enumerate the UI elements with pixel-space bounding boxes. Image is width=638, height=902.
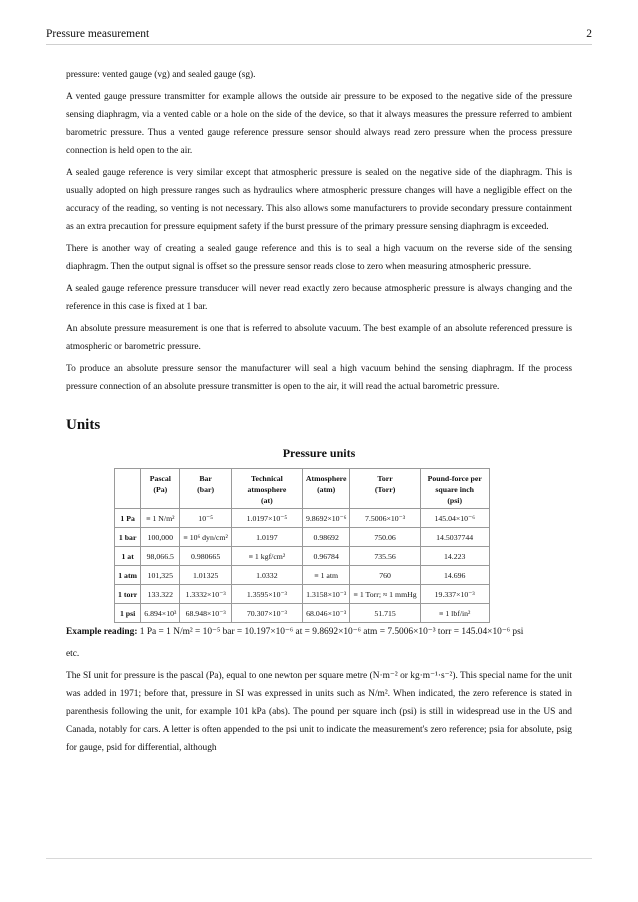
table-cell: 6.894×10³ bbox=[141, 604, 180, 623]
column-header bbox=[180, 469, 232, 509]
table-cell: 51.715 bbox=[350, 604, 420, 623]
paragraph: An absolute pressure measurement is one that is referred to absolute vacuum. The best example of an absolute referenced pressure is atmospheric or barometric pressure. bbox=[66, 324, 572, 352]
column-name: Technical atmosphere bbox=[247, 474, 287, 494]
table-cell: ≡ 1 atm bbox=[302, 566, 350, 585]
table-cell: ≡ 1 Torr; ≈ 1 mmHg bbox=[350, 585, 420, 604]
table-cell: 14.223 bbox=[420, 547, 489, 566]
column-name: Pound-force per square inch bbox=[427, 474, 482, 494]
example-etc: etc. bbox=[66, 649, 80, 659]
table-cell: 0.96784 bbox=[302, 547, 350, 566]
table-cell: 1.3158×10⁻³ bbox=[302, 585, 350, 604]
table-cell: 9.8692×10⁻⁶ bbox=[302, 509, 350, 528]
pressure-units-table bbox=[114, 468, 490, 623]
table-cell: 133.322 bbox=[141, 585, 180, 604]
table-row bbox=[115, 585, 490, 604]
table-header-row bbox=[115, 469, 490, 509]
paragraph: A sealed gauge reference is very similar except that atmospheric pressure is sealed on the negative side of the diaphragm. This is usually adopted on high pressure ranges such as hydraulics where atmospheric pressure changes will have a negligible effect on the accuracy of the reading, so venting is not necessary. This also allows some manufacturers to provide secondary pressure containment as an extra precaution for pressure equipment safety if the burst pressure of the primary pressure sensing diaphragm is exceeded. bbox=[66, 168, 572, 232]
column-header bbox=[420, 469, 489, 509]
page-number: 2 bbox=[586, 28, 592, 40]
row-label: 1 atm bbox=[115, 566, 141, 585]
column-abbr: (psi) bbox=[447, 496, 463, 505]
table-row bbox=[115, 604, 490, 623]
page-header bbox=[46, 28, 592, 45]
column-name: Torr bbox=[377, 474, 393, 483]
table-cell: 19.337×10⁻³ bbox=[420, 585, 489, 604]
column-name: Pascal bbox=[149, 474, 171, 483]
paragraph: A sealed gauge reference pressure transducer will never read exactly zero because atmospheric pressure is always changing and the reference in this case is fixed at 1 bar. bbox=[66, 284, 572, 312]
table-cell: 1.01325 bbox=[180, 566, 232, 585]
table-cell: 1.3332×10⁻³ bbox=[180, 585, 232, 604]
row-label: 1 torr bbox=[115, 585, 141, 604]
section-heading: Units bbox=[66, 417, 101, 433]
table-cell: ≡ 1 N/m² bbox=[141, 509, 180, 528]
table-row bbox=[115, 528, 490, 547]
table-cell: 0.98692 bbox=[302, 528, 350, 547]
table-cell: 1.0197×10⁻⁵ bbox=[231, 509, 302, 528]
table-cell: 70.307×10⁻³ bbox=[231, 604, 302, 623]
column-abbr: (bar) bbox=[197, 485, 215, 494]
page-footer-rule bbox=[46, 858, 592, 859]
table-cell: 735.56 bbox=[350, 547, 420, 566]
row-label: 1 at bbox=[115, 547, 141, 566]
table-cell: 1.3595×10⁻³ bbox=[231, 585, 302, 604]
table-row bbox=[115, 509, 490, 528]
row-label: 1 Pa bbox=[115, 509, 141, 528]
table-cell: 750.06 bbox=[350, 528, 420, 547]
table-cell: 1.0332 bbox=[231, 566, 302, 585]
column-name: Atmosphere bbox=[305, 474, 347, 483]
example-text: 1 Pa = 1 N/m² = 10⁻⁵ bar = 10.197×10⁻⁶ at = 9.8692×10⁻⁶ atm = 7.5006×10⁻³ torr = 145.04×10⁻⁶ psi bbox=[139, 627, 524, 637]
column-name: Bar bbox=[199, 474, 212, 483]
table-cell: 68.948×10⁻³ bbox=[180, 604, 232, 623]
table-cell: 0.980665 bbox=[180, 547, 232, 566]
table-cell: 98,066.5 bbox=[141, 547, 180, 566]
table-cell: 68.046×10⁻³ bbox=[302, 604, 350, 623]
example-label: Example reading: bbox=[66, 627, 138, 637]
example-reading bbox=[66, 623, 572, 641]
table-cell: 145.04×10⁻⁶ bbox=[420, 509, 489, 528]
row-label: 1 bar bbox=[115, 528, 141, 547]
column-abbr: (Pa) bbox=[153, 485, 168, 494]
column-abbr: (at) bbox=[261, 496, 273, 505]
column-header bbox=[350, 469, 420, 509]
running-title: Pressure measurement bbox=[46, 28, 150, 40]
table-cell: 760 bbox=[350, 566, 420, 585]
table-cell: 100,000 bbox=[141, 528, 180, 547]
table-row bbox=[115, 547, 490, 566]
column-abbr: (Torr) bbox=[374, 485, 396, 494]
column-header bbox=[302, 469, 350, 509]
row-label: 1 psi bbox=[115, 604, 141, 623]
table-cell: ≡ 10⁶ dyn/cm² bbox=[180, 528, 232, 547]
si-paragraph: The SI unit for pressure is the pascal (Pa), equal to one newton per square metre (N·m⁻² or kg·m⁻¹·s⁻²). This special name for the unit was added in 1971; before that, pressure in SI was expressed in units such as N/m². When indicated, the zero reference is stated in parenthesis following the unit, for example 101 kPa (abs). The pound per square inch (psi) is still in widespread use in the US and Canada, notably for cars. A letter is often appended to the psi unit to indicate the measurement's zero reference; psia for absolute, psig for gauge, psid for differential, although bbox=[66, 671, 572, 753]
table-cell: 14.5037744 bbox=[420, 528, 489, 547]
paragraph: To produce an absolute pressure sensor the manufacturer will seal a high vacuum behind the sensing diaphragm. If the process pressure connection of an absolute pressure transmitter is open to the air, it will read the actual barometric pressure. bbox=[66, 364, 572, 392]
table-caption: Pressure units bbox=[282, 446, 356, 460]
table-cell: 14.696 bbox=[420, 566, 489, 585]
table-row bbox=[115, 566, 490, 585]
paragraph: pressure: vented gauge (vg) and sealed gauge (sg). bbox=[66, 70, 256, 80]
paragraph: A vented gauge pressure transmitter for example allows the outside air pressure to be exposed to the negative side of the pressure sensing diaphragm, via a vented cable or a hole on the side of the device, so that it always measures the pressure referred to ambient barometric pressure. Thus a vented gauge reference pressure sensor should always read zero pressure when the process pressure connection is held open to the air. bbox=[66, 92, 572, 156]
table-cell: 1.0197 bbox=[231, 528, 302, 547]
column-header bbox=[231, 469, 302, 509]
column-abbr: (atm) bbox=[317, 485, 336, 494]
corner-cell bbox=[115, 469, 141, 509]
paragraph: There is another way of creating a sealed gauge reference and this is to seal a high vacuum on the reverse side of the sensing diaphragm. Then the output signal is offset so the pressure sensor reads close to zero when measuring atmospheric pressure. bbox=[66, 244, 572, 272]
table-cell: ≡ 1 kgf/cm² bbox=[231, 547, 302, 566]
article-body bbox=[66, 66, 572, 761]
table-cell: 10⁻⁵ bbox=[180, 509, 232, 528]
table-cell: 101,325 bbox=[141, 566, 180, 585]
column-header bbox=[141, 469, 180, 509]
table-cell: 7.5006×10⁻³ bbox=[350, 509, 420, 528]
table-cell: ≡ 1 lbf/in² bbox=[420, 604, 489, 623]
